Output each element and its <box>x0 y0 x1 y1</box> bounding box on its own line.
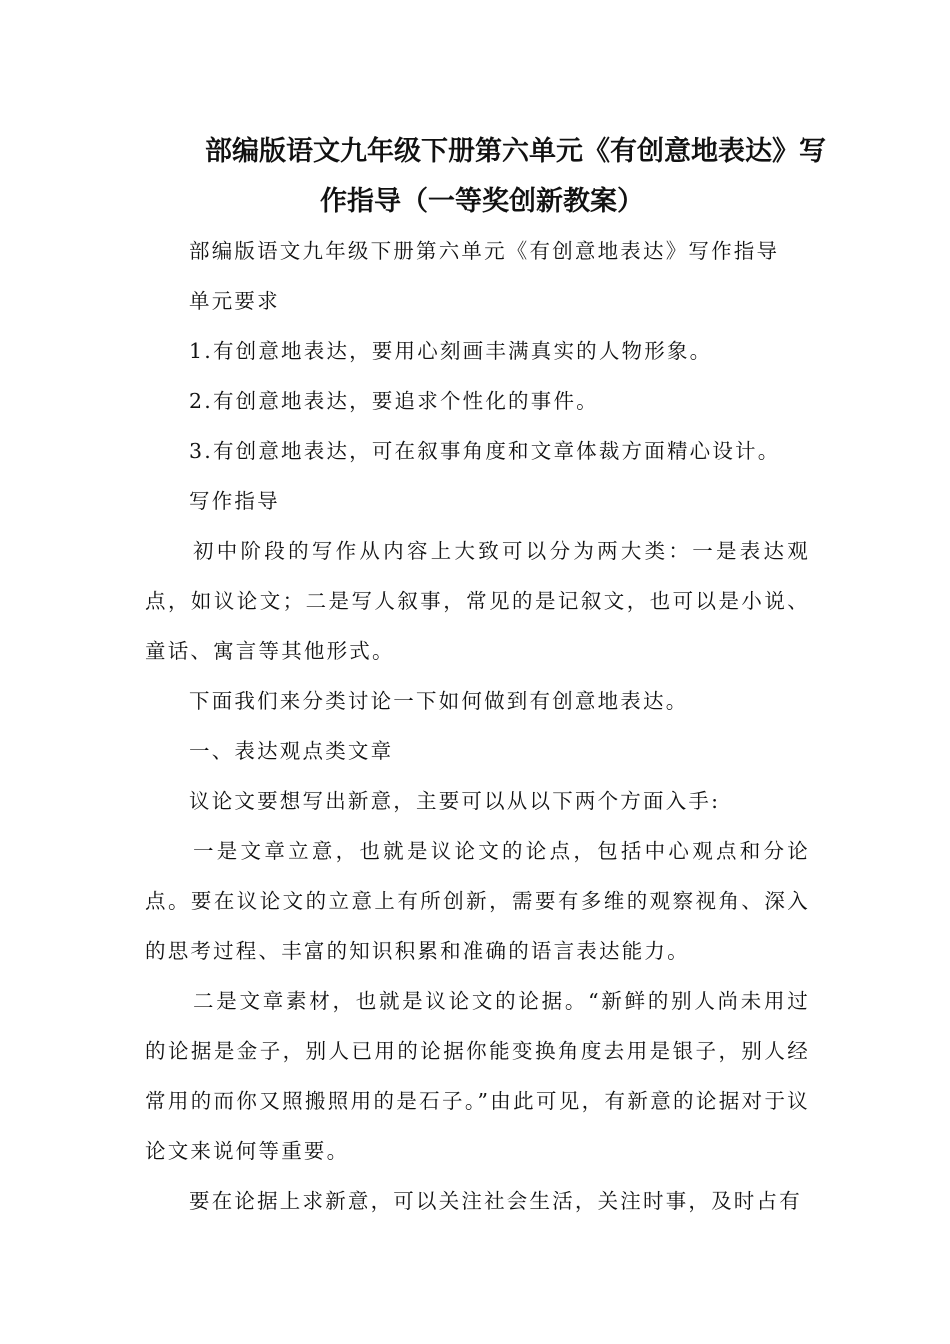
paragraph-subtitle: 部编版语文九年级下册第六单元《有创意地表达》写作指导 <box>189 239 780 263</box>
paragraph-unit-requirements-heading: 单元要求 <box>189 289 280 313</box>
paragraph-discussion-intro: 下面我们来分类讨论一下如何做到有创意地表达。 <box>189 689 689 713</box>
paragraph-writing-guidance-heading: 写作指导 <box>189 489 280 513</box>
paragraph-requirement-3: 3.有创意地表达，可在叙事角度和文章体裁方面精心设计。 <box>189 439 781 463</box>
paragraph-evidence-novelty: 要在论据上求新意，可以关注社会生活，关注时事，及时占有 <box>189 1189 802 1213</box>
document-title-line-2: 作指导（一等奖创新教案） <box>320 186 644 217</box>
paragraph-requirement-1: 1.有创意地表达，要用心刻画丰满真实的人物形象。 <box>189 339 713 363</box>
paragraph-writing-types: 初中阶段的写作从内容上大致可以分为两大类：一是表达观点，如议论文；二是写人叙事，常见的是记叙文，也可以是小说、童话、寓言等其他形式。 <box>145 539 810 663</box>
paragraph-requirement-2: 2.有创意地表达，要追求个性化的事件。 <box>189 389 599 413</box>
paragraph-argument-thesis: 一是文章立意，也就是议论文的论点，包括中心观点和分论点。要在议论文的立意上有所创新，需要有多维的观察视角、深入的思考过程、丰富的知识积累和准确的语言表达能力。 <box>145 839 810 963</box>
document-body <box>145 226 810 1226</box>
document-title-line-1: 部编版语文九年级下册第六单元《有创意地表达》写 <box>205 136 826 167</box>
paragraph-section-1-heading: 一、表达观点类文章 <box>189 739 394 763</box>
paragraph-argument-intro: 议论文要想写出新意，主要可以从以下两个方面入手: <box>189 789 721 813</box>
paragraph-argument-evidence: 二是文章素材，也就是议论文的论据。“新鲜的别人尚未用过的论据是金子，别人已用的论据你能变换角度去用是银子，别人经常用的而你又照搬照用的是石子。”由此可见，有新意的论据对于议论文来说何等重要。 <box>145 989 810 1163</box>
